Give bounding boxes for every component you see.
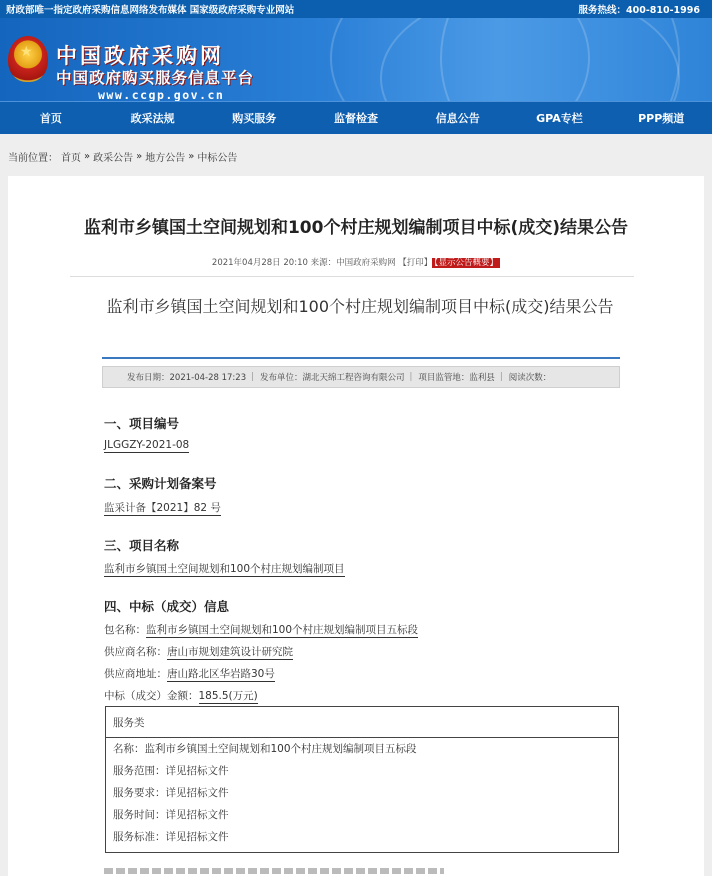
nav-announcements[interactable]: 信息公告 — [435, 112, 480, 125]
award-address: 供应商地址：唐山路北区华岩路30号 — [104, 668, 275, 680]
article-meta-text[interactable]: 2021年04月28日 20:10 来源：中国政府采购网 【打印】 — [211, 258, 433, 268]
section-heading-plan-number: 二、采购计划备案号 — [104, 476, 217, 491]
award-amount: 中标（成交）金额：185.5(万元) — [104, 690, 258, 702]
divider — [70, 276, 634, 277]
section-heading-project-number: 一、项目编号 — [104, 416, 180, 431]
national-emblem-icon — [8, 36, 48, 82]
nav-gpa[interactable]: GPA专栏 — [536, 112, 583, 125]
service-table — [105, 706, 619, 853]
breadcrumb — [0, 134, 712, 178]
site-url: www.ccgp.gov.cn — [98, 88, 225, 101]
top-info-bar — [0, 0, 712, 18]
breadcrumb-award[interactable]: 中标公告 — [197, 152, 238, 164]
doc-title-underline — [102, 357, 620, 359]
award-supplier: 供应商名称：唐山市规划建筑设计研究院 — [104, 646, 293, 658]
region: 项目监管地：监利县 — [418, 373, 495, 383]
breadcrumb-local[interactable]: 地方公告 — [145, 152, 186, 164]
nav-ppp[interactable]: PPP频道 — [638, 112, 685, 125]
nav-purchase-services[interactable]: 购买服务 — [232, 112, 277, 125]
article-title: 监利市乡镇国土空间规划和100个村庄规划编制项目中标(成交)结果公告 — [83, 218, 629, 238]
service-row: 服务要求：详见招标文件 — [113, 787, 229, 799]
section-heading-project-name: 三、项目名称 — [104, 538, 180, 553]
service-row: 服务标准：详见招标文件 — [113, 831, 229, 843]
project-name: 监利市乡镇国土空间规划和100个村庄规划编制项目 — [104, 563, 345, 575]
show-summary-button[interactable]: 【显示公告概要】 — [434, 258, 499, 268]
service-hotline: 服务热线：400-810-1996 — [578, 5, 700, 16]
service-row: 服务范围：详见招标文件 — [113, 765, 229, 777]
doc-title: 监利市乡镇国土空间规划和100个村庄规划编制项目中标(成交)结果公告 — [106, 297, 614, 316]
doc-info-bar: 发布日期：2021-04-28 17:23 | 发布单位：湖北天绵工程咨询有限公司 | 项目监管地：监利县 | 阅读次数： — [102, 366, 620, 388]
plan-number: 监采计备【2021】82 号 — [104, 502, 221, 514]
section-heading-award: 四、中标（成交）信息 — [104, 599, 230, 614]
breadcrumb-sep: » — [136, 150, 143, 162]
breadcrumb-sep: » — [84, 150, 91, 162]
breadcrumb-home[interactable]: 首页 — [61, 152, 81, 164]
site-logo-subname: 中国政府购买服务信息平台 — [56, 69, 255, 87]
breadcrumb-sep: » — [188, 150, 195, 162]
service-row: 服务时间：详见招标文件 — [113, 809, 229, 821]
truncated-text-line — [104, 868, 444, 874]
project-number: JLGGZY-2021-08 — [104, 439, 190, 451]
article-meta — [8, 256, 704, 268]
site-logo-name[interactable]: 中国政府采购网 — [56, 44, 224, 68]
publisher: 发布单位：湖北天绵工程咨询有限公司 — [259, 373, 405, 383]
breadcrumb-label: 当前位置： — [8, 152, 58, 164]
service-table-header: 服务类 — [106, 707, 618, 738]
publish-date: 发布日期：2021-04-28 17:23 — [127, 373, 247, 383]
main-nav — [0, 101, 712, 134]
view-count: 阅读次数： — [508, 373, 552, 383]
topbar-slogan: 财政部唯一指定政府采购信息网络发布媒体 国家级政府采购专业网站 — [6, 5, 295, 16]
article-panel — [8, 176, 704, 876]
award-package: 包名称：监利市乡镇国土空间规划和100个村庄规划编制项目五标段 — [104, 624, 419, 636]
nav-home[interactable]: 首页 — [39, 112, 62, 125]
breadcrumb-announcements[interactable]: 政采公告 — [93, 152, 134, 164]
service-row: 名称：监利市乡镇国土空间规划和100个村庄规划编制项目五标段 — [113, 743, 417, 755]
site-banner — [0, 18, 712, 101]
nav-supervision[interactable]: 监督检查 — [334, 112, 379, 125]
nav-regulations[interactable]: 政采法规 — [130, 112, 175, 125]
